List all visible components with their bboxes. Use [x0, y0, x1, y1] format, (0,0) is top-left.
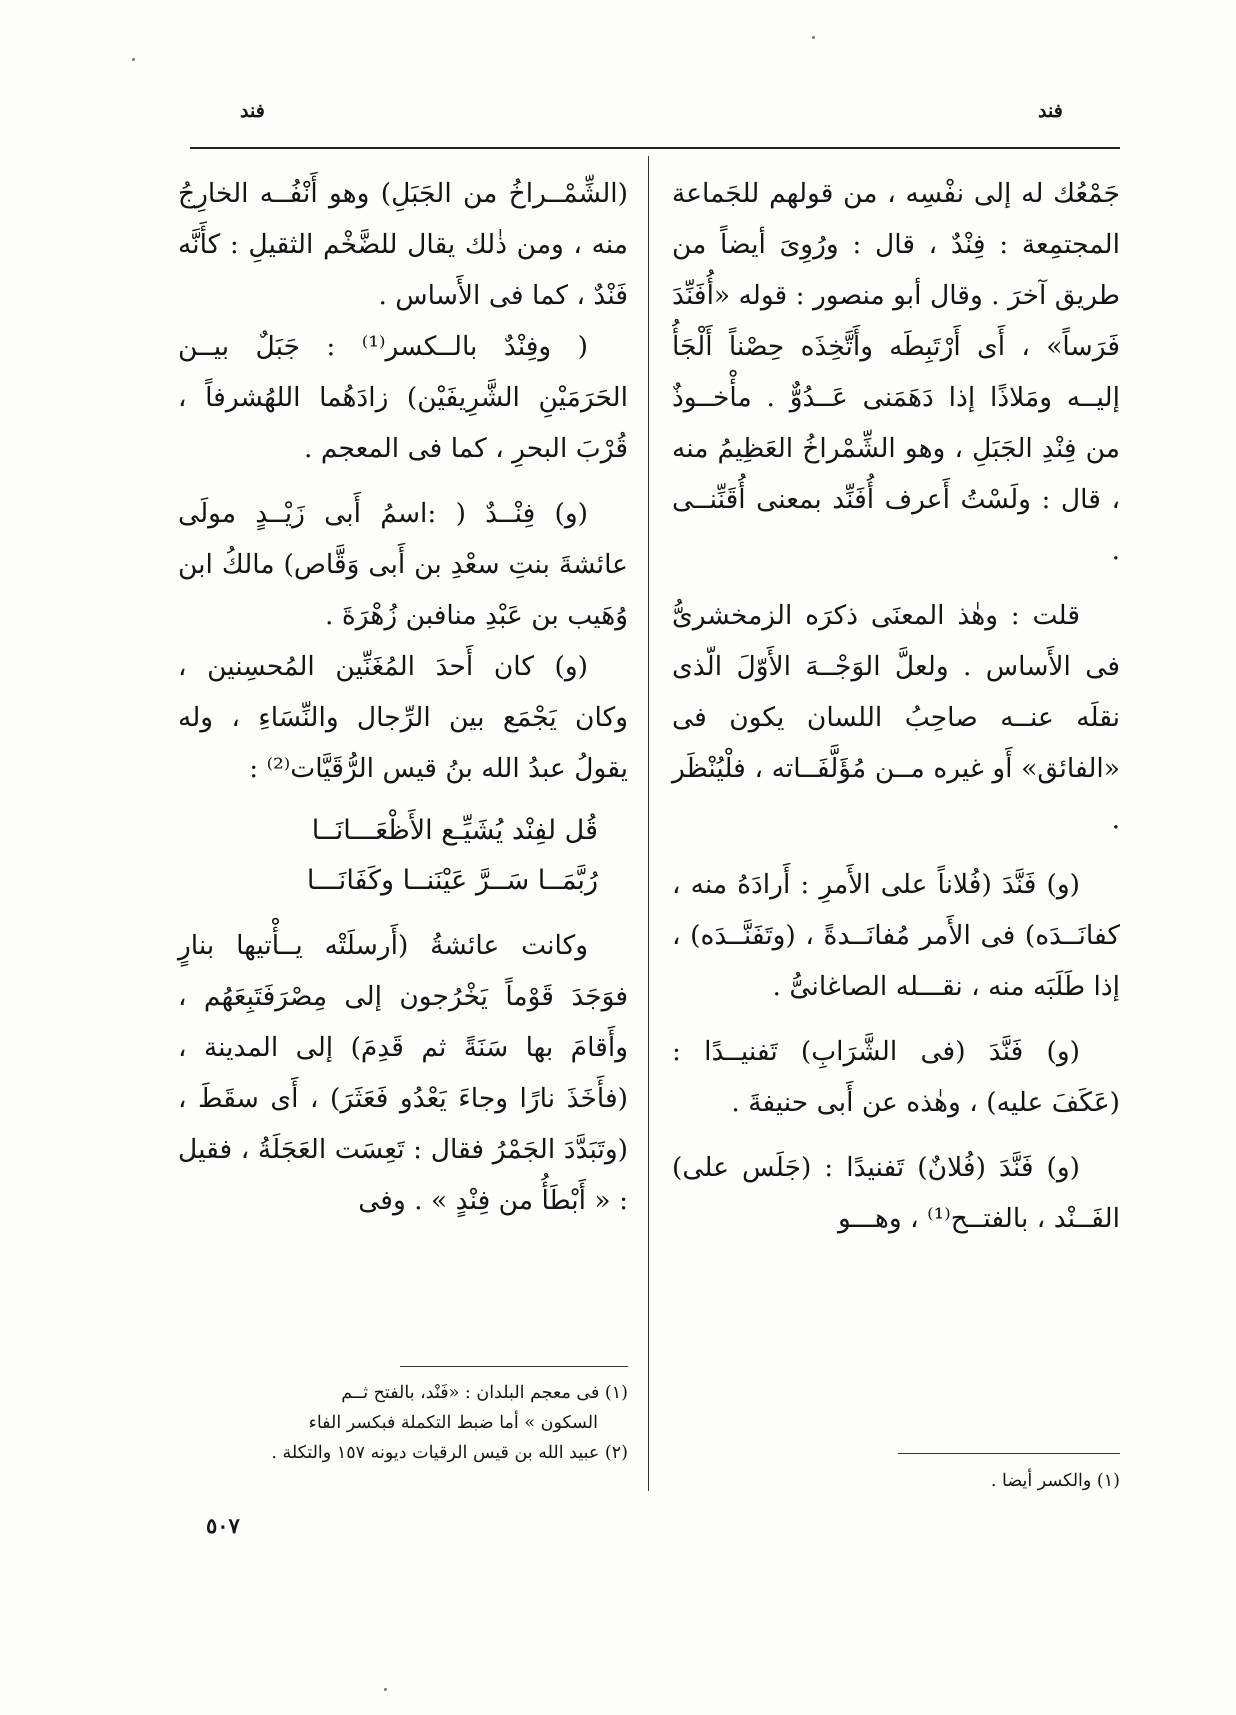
scan-speck: [384, 1688, 387, 1691]
paragraph: (الشِّمْــراخُ من الجَبَلِ) وهو أَنْفُــه الخارِجُ منه ، ومن ذٰلك يقال للضَّخْم الثقيلِ : كأَنَّه فَنْدٌ ، كما فى الأَساس .: [178, 178, 628, 311]
footnotes-right: [672, 1466, 1120, 1496]
left-column: [178, 168, 628, 1226]
verse-hemistich-second: رُبَّمَــا سَــرَّ عَيْنَنــا وكَفَانَـــا: [306, 865, 598, 896]
paragraph: (و) فِنْــدٌ ( :اسمُ أَبى زَيْــدٍ مولَى عائشةَ بنتِ سعْدِ بن أَبى وَقَّاص) مالكُ ابن وُهَيب بن عَبْدِ منافبن زُهْرَةَ .: [178, 498, 628, 631]
footnote: (١) فى معجم البلدان : «فَنْد، بالفتح ثــم: [341, 1383, 628, 1403]
right-column: [672, 168, 1120, 1244]
paragraph: قلت : وهٰذ المعنَى ذكرَه الزمخشرىُّ فى الأَساس . ولعلَّ الوَجْــهَ الأَوّلَ الّذى نقلَه عنــه صاحِبُ اللسان يكون فى «الفائق» أَو غيره مــن مُؤَلَّفَــاته ، فلْيُنْظَر .: [672, 600, 1120, 835]
paragraph: جَمْعُك له إلى نفْسِه ، من قولهم للجَماعة المجتمِعة : فِنْدٌ ، قال : ورُوِىَ أيضاً من طريق آخرَ . وقال أبو منصور : قوله «أُفَنِّدَ فَرَساً» ، أَى أَرْتَبِطَه وأَتَّخِذَه حِصْناً أَلْجَأُ إليــه ومَلاذًا إذا دَهَمَنى عَــدُوٌّ . مأْخــوذٌ من فِنْدِ الجَبَلِ ، وهو الشِّمْراخُ العَظِيمُ منه ، قال : ولَسْتُ أَعرف أُفَنِّد بمعنى أُقَنِّنــى .: [672, 178, 1120, 566]
footnote: (٢) عبيد الله بن قيس الرقيات ديونه ١٥٧ والتكلة .: [271, 1443, 628, 1463]
footnote: (١) والكسر أيضا .: [990, 1471, 1120, 1491]
paragraph: (و) فَنَّدَ (فُلاناً على الأَمرِ : أَرادَهُ منه ، كفانَــدَه) فى الأَمر مُفانَــدةً ، (وتَفَنَّــدَه) ، إذا طَلَبَه منه ، نقـــله الصاغانىُّ .: [672, 869, 1120, 1002]
verse-hemistich-first: قُل لفِنْد يُشَيِّـع الأَظْعَـــانَــا: [311, 815, 598, 846]
scan-speck: [132, 58, 135, 61]
paragraph: (و) فَنَّدَ (فى الشَّرَابِ) تَفنيــدًا : (عَكَفَ عليه) ، وهٰذه عن أَبى حنيفةَ .: [672, 1036, 1120, 1118]
footnote-continuation: السكون » أما ضبط التكملة فبكسر الفاء: [308, 1413, 598, 1433]
poem-verse: [178, 806, 628, 906]
footnotes-left: [178, 1378, 628, 1468]
scan-speck: [812, 36, 815, 39]
paragraph: (و) فَنَّدَ (فُلانٌ) تَفنيدًا : (جَلَس على) الفَــنْد ، بالفتــح⁽¹⁾ ، وهـــو: [672, 1152, 1120, 1234]
paragraph: (و) كان أَحدَ المُغَنِّين المُحسِنين ، وكان يَجْمَع بين الرِّجال والنِّسَاءِ ، وله يقولُ عبدُ الله بنُ قيس الرُّقَيَّات⁽²⁾ :: [178, 651, 628, 784]
header-rule: [190, 147, 1120, 149]
column-divider: [648, 156, 649, 1491]
running-header-left: فند: [240, 100, 265, 122]
footnote-rule-right: [898, 1453, 1120, 1454]
running-header-right: فند: [1038, 100, 1063, 122]
page-number: ٥٠٧: [206, 1513, 240, 1538]
footnote-rule-left: [400, 1366, 628, 1367]
paragraph: ( وفِنْدٌ بالــكسر⁽¹⁾ : جَبَلٌ بيــن الحَرَمَيْنِ الشَّرِيفَيْن) زادَهُما اللهُشرفاً ، قُرْبَ البحرِ ، كما فى المعجم .: [178, 331, 628, 464]
paragraph: وكانت عائشةُ (أَرسلَتْه يــأْتيها بنارٍ فوَجَدَ قَوْماً يَخْرُجون إلى مِصْرَفَتَبِعَهُم ، وأَقامَ بها سَنَةً ثم قَدِمَ) إلى المدينة ، (فأَخَذَ نارًا وجاءَ يَعْدُو فَعَثَرَ) ، أَى سقَطَ ، (وتَبَدَّدَ الجَمْرُ فقال : تَعِسَت العَجَلَةُ ، فقيل : « أَبْطَأُ من فِنْدٍ » . وفى: [178, 930, 628, 1216]
